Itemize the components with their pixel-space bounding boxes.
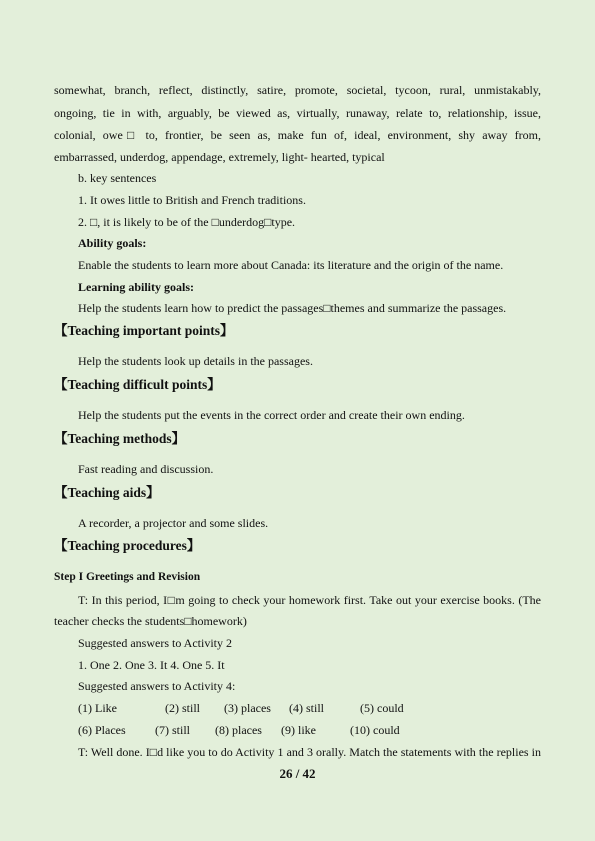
activity-2-label: Suggested answers to Activity 2 xyxy=(78,636,232,650)
page-number: 26 / 42 xyxy=(279,766,316,781)
vocab-line-2: ongoing, tie in with, arguably, be viewed as, virtually, runaway, relate to, relationship, issue, xyxy=(54,106,541,120)
section-text-methods: Fast reading and discussion. xyxy=(78,462,214,476)
learning-ability-goals-title: Learning ability goals: xyxy=(78,280,195,294)
activity-4-answer: (7) still xyxy=(155,723,190,737)
activity-4-label: Suggested answers to Activity 4: xyxy=(78,679,236,693)
activity-4-answer: (4) still xyxy=(289,701,324,715)
activity-4-answer: (3) places xyxy=(224,701,271,715)
section-heading-important-points: 【Teaching important points】 xyxy=(54,323,234,338)
section-text-aids: A recorder, a projector and some slides. xyxy=(78,516,269,530)
vocab-line-3: colonial, owe□ to, frontier, be seen as, make fun of, ideal, environment, shy away from, xyxy=(54,128,541,142)
ability-goals-text: Enable the students to learn more about Canada: its literature and the origin of the name. xyxy=(78,258,504,272)
section-heading-difficult-points: 【Teaching difficult points】 xyxy=(54,377,221,392)
activity-4-answer: (2) still xyxy=(165,701,200,715)
key-sentence-1: 1. It owes little to British and French traditions. xyxy=(78,193,306,207)
vocab-line-4: embarrassed, underdog, appendage, extremely, light- hearted, typical xyxy=(54,150,385,164)
step-1-para-2-line-1: T: Well done. I□d like you to do Activity 1 and 3 orally. Match the statements with the replies in xyxy=(78,745,541,759)
step-1-para-1-line-1: T: In this period, I□m going to check your homework first. Take out your exercise books. (The xyxy=(78,593,541,607)
section-text-difficult-points: Help the students put the events in the correct order and create their own ending. xyxy=(78,408,465,422)
section-heading-aids: 【Teaching aids】 xyxy=(54,485,160,500)
learning-ability-goals-text: Help the students learn how to predict the passages□themes and summarize the passages. xyxy=(78,301,507,315)
activity-4-answer: (8) places xyxy=(215,723,262,737)
key-sentences-title: b. key sentences xyxy=(78,171,157,185)
ability-goals-title: Ability goals: xyxy=(78,236,147,250)
activity-4-answer: (1) Like xyxy=(78,701,117,715)
step-1-para-1-line-2: teacher checks the students□homework) xyxy=(54,614,247,628)
activity-4-answer: (9) like xyxy=(281,723,316,737)
activity-4-answer: (10) could xyxy=(350,723,400,737)
step-1-title: Step I Greetings and Revision xyxy=(54,571,201,583)
vocab-line-1: somewhat, branch, reflect, distinctly, satire, promote, societal, tycoon, rural, unmistakably, xyxy=(54,83,541,97)
section-text-important-points: Help the students look up details in the passages. xyxy=(78,354,313,368)
section-heading-procedures: 【Teaching procedures】 xyxy=(54,538,201,553)
activity-4-answer: (6) Places xyxy=(78,723,126,737)
section-heading-methods: 【Teaching methods】 xyxy=(54,431,186,446)
activity-2-answers: 1. One 2. One 3. It 4. One 5. It xyxy=(78,658,225,672)
activity-4-answer: (5) could xyxy=(360,701,404,715)
key-sentence-2: 2. □, it is likely to be of the □underdog□type. xyxy=(78,215,296,229)
